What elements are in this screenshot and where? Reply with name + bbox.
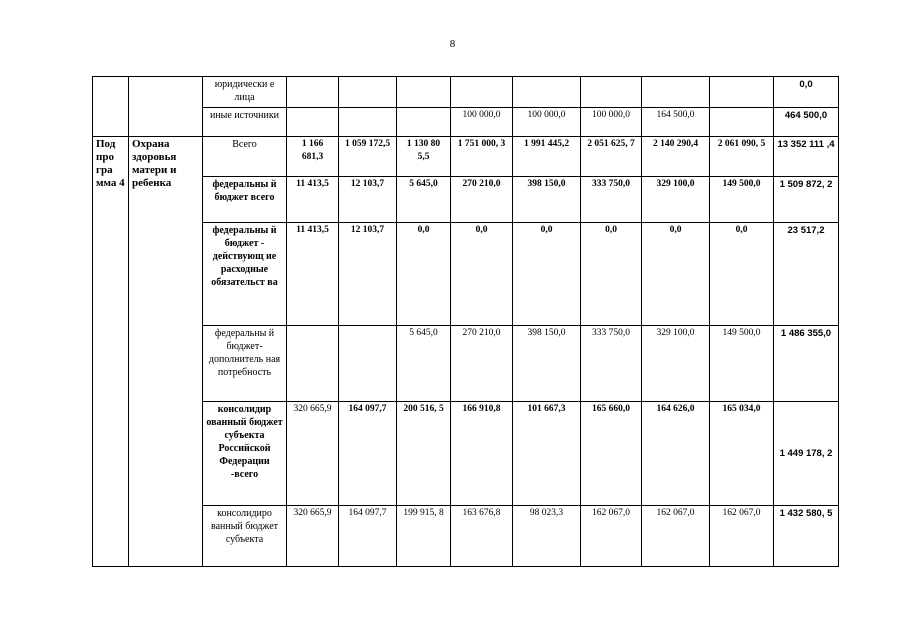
- value-cell: 333 750,0: [581, 326, 642, 402]
- value-cell: 329 100,0: [642, 326, 710, 402]
- value-cell: 2 051 625, 7: [581, 137, 642, 177]
- row-label: федеральны й бюджет- дополнитель ная потребность: [203, 326, 287, 402]
- value-cell: 329 100,0: [642, 177, 710, 223]
- total-cell: 1 449 178, 2: [774, 402, 839, 506]
- value-cell: 320 665,9: [287, 402, 339, 506]
- table-row: [93, 223, 839, 326]
- value-cell: 398 150,0: [513, 326, 581, 402]
- total-cell: 0,0: [774, 77, 839, 108]
- row-label: иные источники: [203, 108, 287, 137]
- table-row: [93, 108, 839, 137]
- value-cell: 164 626,0: [642, 402, 710, 506]
- value-cell: [287, 77, 339, 108]
- value-cell: [287, 108, 339, 137]
- total-cell: 1 509 872, 2: [774, 177, 839, 223]
- value-cell: 0,0: [642, 223, 710, 326]
- value-cell: [451, 77, 513, 108]
- value-cell: 2 061 090, 5: [710, 137, 774, 177]
- value-cell: 0,0: [397, 223, 451, 326]
- total-cell: 1 432 580, 5: [774, 506, 839, 567]
- value-cell: 12 103,7: [339, 177, 397, 223]
- total-cell: 13 352 111 ,4: [774, 137, 839, 177]
- value-cell: 166 910,8: [451, 402, 513, 506]
- sub-name-cell-prev: [129, 77, 203, 137]
- value-cell: 2 140 290,4: [642, 137, 710, 177]
- value-cell: 333 750,0: [581, 177, 642, 223]
- value-cell: 270 210,0: [451, 326, 513, 402]
- value-cell: 98 023,3: [513, 506, 581, 567]
- sub-code-cell-prev: [93, 77, 129, 137]
- value-cell: 11 413,5: [287, 177, 339, 223]
- value-cell: 165 660,0: [581, 402, 642, 506]
- value-cell: [710, 108, 774, 137]
- value-cell: 5 645,0: [397, 326, 451, 402]
- value-cell: 320 665,9: [287, 506, 339, 567]
- value-cell: 0,0: [710, 223, 774, 326]
- value-cell: 162 067,0: [581, 506, 642, 567]
- value-cell: 149 500,0: [710, 326, 774, 402]
- value-cell: 5 645,0: [397, 177, 451, 223]
- value-cell: 0,0: [581, 223, 642, 326]
- value-cell: 165 034,0: [710, 402, 774, 506]
- table-row: [93, 137, 839, 177]
- row-label: консолидиро ванный бюджет субъекта: [203, 506, 287, 567]
- value-cell: 100 000,0: [581, 108, 642, 137]
- row-label: консолидир ованный бюджет субъекта Российской Федерации -всего: [203, 402, 287, 506]
- value-cell: 100 000,0: [513, 108, 581, 137]
- row-label: юридически е лица: [203, 77, 287, 108]
- value-cell: [339, 326, 397, 402]
- total-cell: 464 500,0: [774, 108, 839, 137]
- value-cell: [339, 77, 397, 108]
- value-cell: [513, 77, 581, 108]
- table-row: [93, 326, 839, 402]
- value-cell: 11 413,5: [287, 223, 339, 326]
- value-cell: 162 067,0: [642, 506, 710, 567]
- total-cell: 23 517,2: [774, 223, 839, 326]
- value-cell: 164 097,7: [339, 506, 397, 567]
- value-cell: 100 000,0: [451, 108, 513, 137]
- value-cell: [581, 77, 642, 108]
- value-cell: 1 059 172,5: [339, 137, 397, 177]
- value-cell: 1 166 681,3: [287, 137, 339, 177]
- value-cell: 398 150,0: [513, 177, 581, 223]
- page-number: 8: [449, 38, 456, 50]
- value-cell: 164 097,7: [339, 402, 397, 506]
- value-cell: 199 915, 8: [397, 506, 451, 567]
- value-cell: 0,0: [451, 223, 513, 326]
- value-cell: 270 210,0: [451, 177, 513, 223]
- table-row: [93, 177, 839, 223]
- value-cell: 12 103,7: [339, 223, 397, 326]
- value-cell: 163 676,8: [451, 506, 513, 567]
- value-cell: 1 751 000, 3: [451, 137, 513, 177]
- table-row: [93, 402, 839, 506]
- total-cell: 1 486 355,0: [774, 326, 839, 402]
- budget-table: [92, 76, 839, 567]
- value-cell: [287, 326, 339, 402]
- value-cell: [642, 77, 710, 108]
- value-cell: 149 500,0: [710, 177, 774, 223]
- value-cell: 101 667,3: [513, 402, 581, 506]
- row-label: федеральны й бюджет - действующ ие расходные обязательст ва: [203, 223, 287, 326]
- value-cell: 1 991 445,2: [513, 137, 581, 177]
- value-cell: 164 500,0: [642, 108, 710, 137]
- subprogram-code: Под про гра мма 4: [93, 137, 129, 567]
- table-row: [93, 506, 839, 567]
- value-cell: [339, 108, 397, 137]
- subprogram-name: Охрана здоровья матери и ребенка: [129, 137, 203, 567]
- value-cell: 0,0: [513, 223, 581, 326]
- row-label: Всего: [203, 137, 287, 177]
- value-cell: [397, 77, 451, 108]
- value-cell: 162 067,0: [710, 506, 774, 567]
- table-row: [93, 77, 839, 108]
- value-cell: 1 130 80 5,5: [397, 137, 451, 177]
- row-label: федеральны й бюджет всего: [203, 177, 287, 223]
- value-cell: [397, 108, 451, 137]
- value-cell: 200 516, 5: [397, 402, 451, 506]
- value-cell: [710, 77, 774, 108]
